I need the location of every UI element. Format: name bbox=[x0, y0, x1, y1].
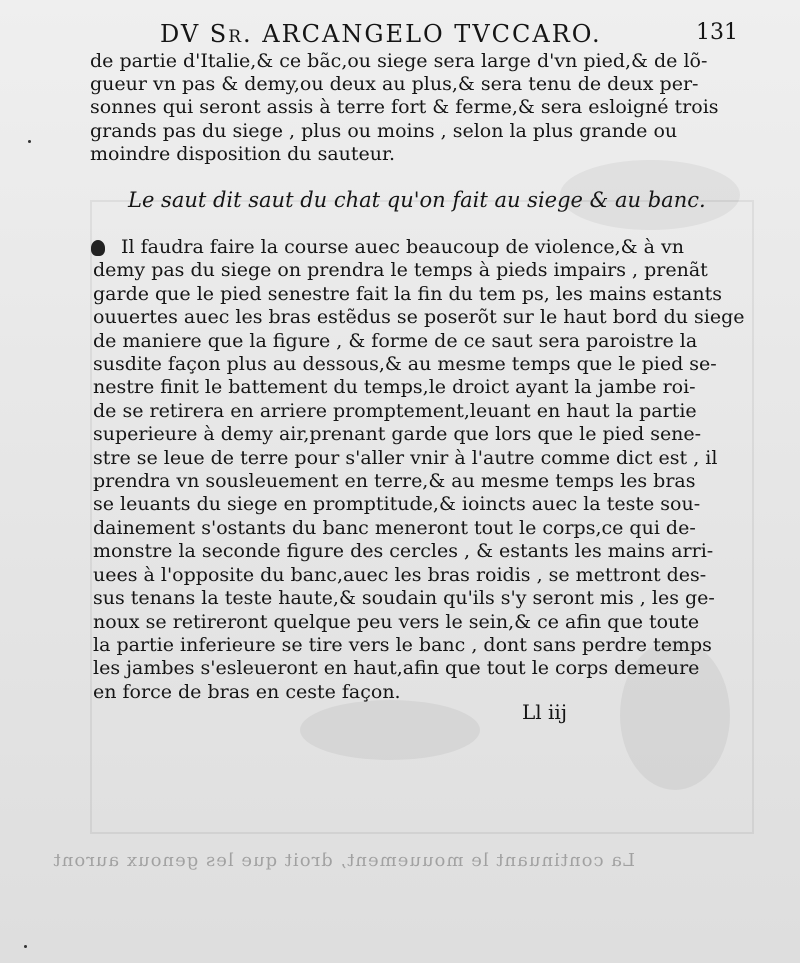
text-line: la partie inferieure se tire vers le banc , dont sans perdre temps bbox=[93, 633, 712, 656]
text-line: noux se retireront quelque peu vers le sein,& ce afin que toute bbox=[93, 610, 700, 633]
text-line: susdite façon plus au dessous,& au mesme temps que le pied se- bbox=[93, 353, 717, 376]
signature-mark: Ll iij bbox=[522, 700, 568, 724]
text-line: Il faudra faire la course auec beaucoup de violence,& à vn bbox=[121, 236, 684, 258]
text-line: de se retirera en arriere promptement,leuant en haut la partie bbox=[93, 399, 697, 422]
text-line: grands pas du siege , plus ou moins , selon la plus grande ou bbox=[90, 119, 678, 142]
text-line: nestre finit le battement du temps,le droict ayant la jambe roi- bbox=[93, 376, 696, 399]
text-line: demy pas du siege on prendra le temps à pieds impairs , prenãt bbox=[93, 259, 708, 282]
page-header bbox=[160, 12, 760, 52]
text-line: se leuants du siege en promptitude,& ioincts auec la teste sou- bbox=[93, 493, 701, 516]
text-line: sus tenans la teste haute,& soudain qu'ils s'y seront mis , les ge- bbox=[93, 587, 715, 610]
running-head: DV Sr. ARCANGELO TVCCARO. bbox=[160, 20, 602, 48]
text-line: les jambes s'esleueront en haut,afin que tout le corps demeure bbox=[93, 657, 700, 680]
text-line: gueur vn pas & demy,ou deux au plus,& sera tenu de deux per- bbox=[90, 73, 699, 96]
text-line: garde que le pied senestre fait la fin du tem ps, les mains estants bbox=[93, 282, 722, 305]
text-line: superieure à demy air,prenant garde que lors que le pied sene- bbox=[93, 423, 702, 446]
page-number: 131 bbox=[696, 20, 738, 45]
text-line: monstre la seconde figure des cercles , & estants les mains arri- bbox=[93, 540, 714, 563]
show-through-text: La continuant le mouuement, droit que les genoux auront bbox=[52, 850, 635, 871]
paper-speck bbox=[24, 945, 27, 948]
show-through-figure bbox=[300, 700, 480, 760]
paper-speck bbox=[28, 140, 31, 143]
text-line: prendra vn sousleuement en terre,& au mesme temps les bras bbox=[93, 470, 696, 493]
top-paragraph bbox=[90, 50, 719, 166]
text-line: stre se leue de terre pour s'aller vnir à l'autre comme dict est , il bbox=[93, 446, 718, 469]
text-line: uees à l'opposite du banc,auec les bras roidis , se mettront des- bbox=[93, 563, 707, 586]
section-heading: Le saut dit saut du chat qu'on fait au siege & au banc. bbox=[128, 188, 706, 212]
text-line: sonnes qui seront assis à terre fort & ferme,& sera esloigné trois bbox=[90, 96, 719, 119]
text-line: de maniere que la figure , & forme de ce saut sera paroistre la bbox=[93, 329, 698, 352]
text-line: dainement s'ostants du banc meneront tout le corps,ce qui de- bbox=[93, 516, 696, 539]
text-line: de partie d'Italie,& ce bãc,ou siege sera large d'vn pied,& de lõ- bbox=[90, 50, 708, 72]
text-line: ouuertes auec les bras estẽdus se poserõt sur le haut bord du siege bbox=[93, 306, 745, 329]
text-line: moindre disposition du sauteur. bbox=[90, 142, 396, 165]
text-line: en force de bras en ceste façon. bbox=[93, 680, 401, 703]
body-paragraph bbox=[93, 236, 745, 704]
